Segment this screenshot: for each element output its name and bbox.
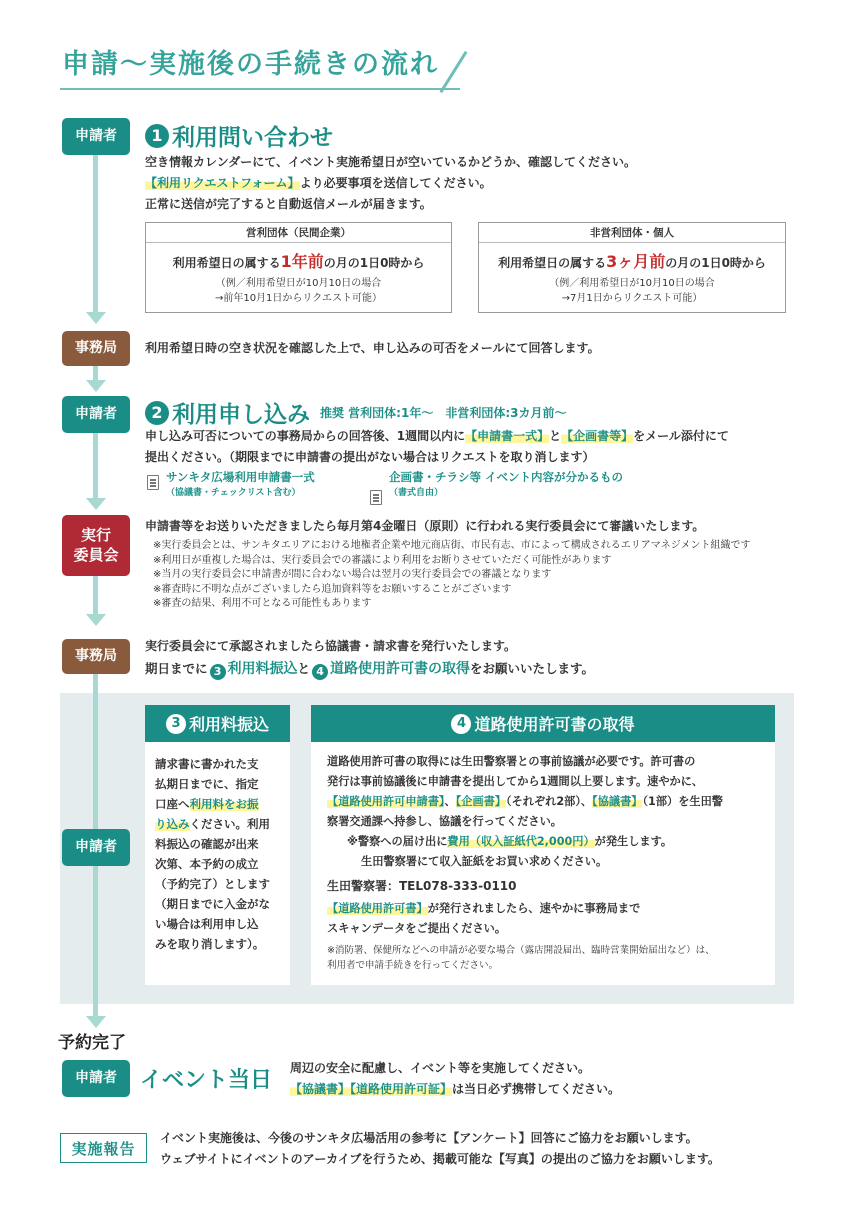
applicant-badge: 申請者 xyxy=(62,396,130,433)
committee-note: ※利用日が重複した場合は、実行委員会での審議により利用をお断りさせていただく可能性があります xyxy=(153,554,612,566)
report-line2: ウェブサイトにイベントのアーカイブを行うため、掲載可能な【写真】の提出のご協力をお願いします。 xyxy=(160,1152,720,1166)
event-day-heading: イベント当日 xyxy=(140,1068,273,1093)
page-title: 申請～実施後の手続きの流れ xyxy=(62,49,439,80)
box-main-text: 利用希望日の属する3ヶ月前の月の1日0時から xyxy=(498,252,766,271)
nonprofit-group-box xyxy=(478,222,786,313)
office2-line1: 実行委員会にて承認されましたら協議書・請求書を発行いたします。 xyxy=(145,639,517,653)
step-number-icon: 1 xyxy=(145,124,169,148)
step2-heading xyxy=(145,396,566,429)
step-number-icon: 3 xyxy=(210,664,226,680)
step-number-icon: 4 xyxy=(312,664,328,680)
report-badge: 実施報告 xyxy=(60,1133,147,1163)
flow-arrow-icon xyxy=(86,312,106,324)
road-permit-panel xyxy=(311,705,775,985)
committee-note: ※当月の実行委員会に申請書が間に合わない場合は翌月の実行委員会での審議となります xyxy=(153,569,552,581)
doc-application-set: サンキタ広場利用申請書一式 （協議書・チェックリスト含む） xyxy=(166,470,315,498)
event-line1: 周辺の安全に配慮し、イベント等を実施してください。 xyxy=(290,1061,591,1075)
road-permit-panel-heading: 4 道路使用許可書の取得 xyxy=(311,705,775,742)
applicant-badge: 申請者 xyxy=(62,829,130,866)
step1-line2: 【利用リクエストフォーム】より必要事項を送信してください。 xyxy=(145,176,492,190)
office-badge: 事務局 xyxy=(62,331,130,366)
report-line1: イベント実施後は、今後のサンキタ広場活用の参考に【アンケート】回答にご協力をお願いします。 xyxy=(160,1131,698,1145)
reservation-complete: 予約完了 xyxy=(58,1033,126,1053)
applicant-badge: 申請者 xyxy=(62,1060,130,1097)
office-badge: 事務局 xyxy=(62,639,130,674)
payment-panel-body: 請求書に書かれた支 払期日までに、指定 口座へ利用料をお振 り込みください。利用 料振込の確認が出来 次第、本予約の成立 （予約完了）とします （期日までに入金がな い場合は利用申し込 みを取り消します）。 xyxy=(155,757,270,951)
box-main-text: 利用希望日の属する1年前の月の1日0時から xyxy=(172,252,425,271)
document-icon xyxy=(147,475,159,490)
payment-panel-heading: 3 利用料振込 xyxy=(145,705,290,742)
step1-title: 利用問い合わせ xyxy=(172,125,333,151)
document-icon xyxy=(370,490,382,505)
step1-line1: 空き情報カレンダーにて、イベント実施希望日が空いているかどうか、確認してください。 xyxy=(145,155,636,169)
flow-arrow-icon xyxy=(86,1016,106,1028)
committee-notes xyxy=(153,539,750,612)
committee-note: ※実行委員会とは、サンキタエリアにおける地権者企業や地元商店街、市民有志、市によって構成されるエリアマネジメント組織です xyxy=(153,540,751,551)
box-example: （例／利用希望日が10月10日の場合 →前年10月1日からリクエスト可能） xyxy=(214,278,383,304)
flow-arrow-icon xyxy=(86,614,106,626)
flow-arrow-icon xyxy=(86,380,106,392)
office2-line2: 期日までに 3 利用料振込と 4 道路使用許可書の取得をお願いいたします。 xyxy=(145,661,595,678)
road-permit-panel-body: 道路使用許可書の取得には生田警察署との事前協議が必要です。許可書の 発行は事前協議後に申請書を提出してから1週間以上要します。速やかに、 【道路使用許可申請書】、【企画書】（それぞれ2部）、【協議書】（1部）を生田警 察署交通課へ持参し、協議を行ってください。 ※警察への届け出に費用（収入証紙代2,000円）が発生します。 生田警察署にて収入証紙をお買い求めください。 生田警察署：TEL078-333-0110 【道路使用許可書】が発行されましたら、速やかに事務局まで スキャンデータをご提出ください。 ※消防署、保健所などへの申請が必要な場合（露店開設届出、臨時営業開始届出など）は、 利用者で申請手続きを行ってください。 xyxy=(311,742,775,973)
event-line2: 【協議書】【道路使用許可証】は当日必ず携帯してください。 xyxy=(290,1082,621,1096)
step2-line1: 申し込み可否についての事務局からの回答後、1週間以内に【申請書一式】と【企画書等】をメール添付にて xyxy=(145,429,729,443)
title-underline xyxy=(60,88,460,90)
step-number-icon: 2 xyxy=(145,401,169,425)
step2-title: 利用申し込み xyxy=(172,402,310,428)
payment-panel xyxy=(145,705,290,985)
box-example: （例／利用希望日が10月10日の場合 →7月1日からリクエスト可能） xyxy=(549,278,715,304)
step1-heading xyxy=(145,119,333,152)
box-heading: 営利団体（民間企業） xyxy=(146,223,451,243)
committee-note: ※審査時に不明な点がございましたら追加資料等をお願いすることがございます xyxy=(153,583,512,595)
flow-line xyxy=(93,155,98,315)
recommend-timing: 推奨 営利団体:1年～ 非営利団体:3カ月前～ xyxy=(320,406,567,420)
request-form-link[interactable]: 【利用リクエストフォーム】 xyxy=(145,176,300,190)
applicant-badge: 申請者 xyxy=(62,118,130,155)
committee-note: ※審査の結果、利用不可となる可能性もあります xyxy=(153,598,372,610)
flow-arrow-icon xyxy=(86,498,106,510)
flow-line xyxy=(93,576,98,616)
police-tel: 生田警察署：TEL078-333-0110 xyxy=(327,879,517,893)
office1-text: 利用希望日時の空き状況を確認した上で、申し込みの可否をメールにて回答します。 xyxy=(145,341,600,355)
flow-line xyxy=(93,433,98,499)
committee-text: 申請書等をお送りいただきましたら毎月第4金曜日（原則）に行われる実行委員会にて審議いたします。 xyxy=(145,519,705,533)
committee-badge: 実行 委員会 xyxy=(62,515,130,576)
title-slash-decoration xyxy=(440,51,468,93)
step2-line2: 提出ください。（期限までに申請書の提出がない場合はリクエストを取り消します） xyxy=(145,450,595,464)
commercial-group-box xyxy=(145,222,452,313)
box-heading: 非営利団体・個人 xyxy=(479,223,785,243)
step1-line3: 正常に送信が完了すると自動返信メールが届きます。 xyxy=(145,197,432,211)
doc-proposal: 企画書・チラシ等 イベント内容が分かるもの （書式自由） xyxy=(389,470,624,498)
